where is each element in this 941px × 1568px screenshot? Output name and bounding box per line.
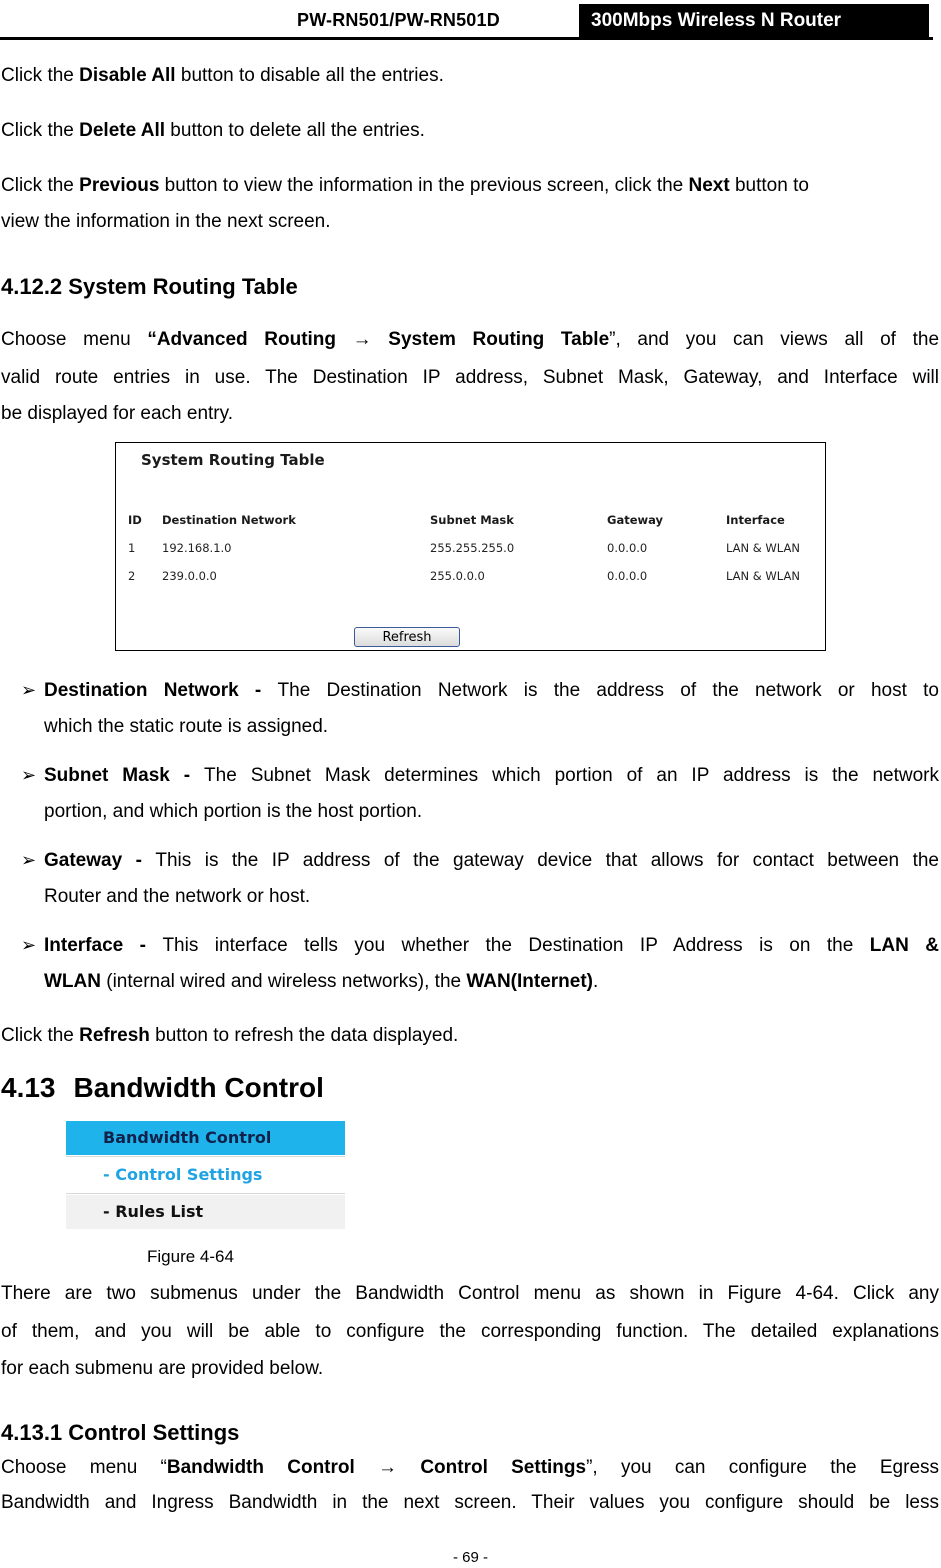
cell-interface: LAN & WLAN [726,541,800,555]
header-model: PW-RN501/PW-RN501D [297,10,500,30]
paragraph-bandwidth-intro: There are two submenus under the Bandwidth Control menu as shown in Figure 4-64. Click any [1,1283,939,1304]
cell-interface: LAN & WLAN [726,569,800,583]
page-number: - 69 - [452,1549,488,1566]
bullet-destination-network-cont: which the static route is assigned. [44,716,329,737]
menu-item-control-settings[interactable]: - Control Settings [66,1158,345,1192]
paragraph-bandwidth-intro-2: of them, and you will be able to configure the corresponding function. The detailed explanations [1,1321,939,1342]
paragraph-control-settings-2: Bandwidth and Ingress Bandwidth in the next screen. Their values you configure should be less [1,1492,939,1513]
menu-item-bandwidth-control[interactable]: Bandwidth Control [66,1121,345,1155]
bullet-icon: ➢ [21,680,37,700]
heading-bandwidth-control: 4.13 Bandwidth Control [1,1072,324,1103]
paragraph-routing-intro-2: valid route entries in use. The Destination IP address, Subnet Mask, Gateway, and Interface will [1,367,939,388]
bullet-gateway-cont: Router and the network or host. [44,886,311,907]
cell-subnet: 255.0.0.0 [430,569,485,583]
paragraph-disable-all: Click the Disable All button to disable all the entries. [1,65,444,86]
paragraph-routing-intro-3: be displayed for each entry. [1,403,234,424]
cell-id: 2 [128,569,136,583]
menu-divider [66,1156,345,1157]
paragraph-previous-next: Click the Previous button to view the information in the previous screen, click the Next button to [1,175,809,196]
heading-system-routing-table: 4.12.2 System Routing Table [1,274,298,299]
column-header-id: ID [128,513,142,527]
panel-title: System Routing Table [141,451,325,469]
bullet-subnet-mask: Subnet Mask - The Subnet Mask determines which portion of an IP address is the network [44,765,940,786]
bullet-subnet-mask-cont: portion, and which portion is the host portion. [44,801,423,822]
bullet-interface-cont: WLAN (internal wired and wireless networks), the WAN(Internet). [44,971,599,992]
cell-destination: 239.0.0.0 [162,569,217,583]
bullet-destination-network: Destination Network - The Destination Network is the address of the network or host to [44,680,939,701]
bullet-gateway: Gateway - This is the IP address of the gateway device that allows for contact between the [44,850,939,871]
column-header-gateway: Gateway [607,513,664,527]
bullet-icon: ➢ [21,935,37,955]
system-routing-table-panel [115,442,826,651]
column-header-subnet: Subnet Mask [430,513,514,527]
paragraph-bandwidth-intro-3: for each submenu are provided below. [1,1358,324,1379]
cell-gateway: 0.0.0.0 [607,569,648,583]
header-product: 300Mbps Wireless N Router [579,4,929,38]
bandwidth-control-menu [66,1121,345,1230]
paragraph-routing-intro: Choose menu “Advanced Routing → System Routing Table”, and you can views all of the [1,329,940,350]
paragraph-delete-all: Click the Delete All button to delete all the entries. [1,120,425,141]
cell-id: 1 [128,541,136,555]
header-rule [0,37,933,40]
cell-destination: 192.168.1.0 [162,541,232,555]
bullet-icon: ➢ [21,765,37,785]
cell-gateway: 0.0.0.0 [607,541,648,555]
bullet-icon: ➢ [21,850,37,870]
column-header-destination: Destination Network [162,513,296,527]
figure-caption: Figure 4-64 [147,1247,234,1266]
column-header-interface: Interface [726,513,785,527]
cell-subnet: 255.255.255.0 [430,541,515,555]
paragraph-previous-next-cont: view the information in the next screen. [1,211,331,232]
paragraph-control-settings: Choose menu “Bandwidth Control → Control Settings”, you can configure the Egress [1,1457,940,1478]
menu-divider [66,1193,345,1194]
menu-item-rules-list[interactable]: - Rules List [66,1195,345,1229]
paragraph-refresh: Click the Refresh button to refresh the data displayed. [1,1025,459,1046]
heading-control-settings: 4.13.1 Control Settings [1,1420,240,1445]
bullet-interface: Interface - This interface tells you whether the Destination IP Address is on the LAN & [44,935,939,956]
refresh-button[interactable]: Refresh [354,627,460,647]
